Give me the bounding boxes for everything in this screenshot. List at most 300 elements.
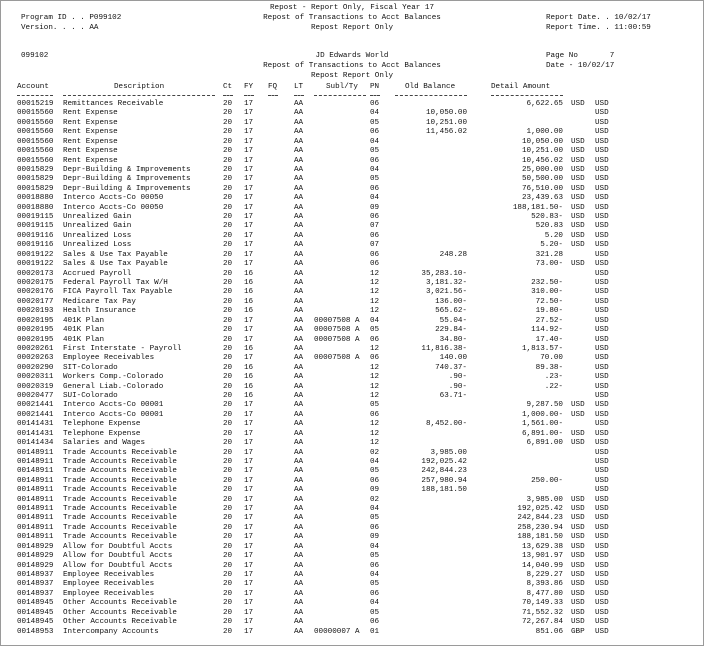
row-description: Depr-Building & Improvements [63,175,191,184]
row-ct: 20 [223,429,233,438]
row-currency: USD [571,608,585,617]
row-currency: USD [571,194,585,203]
table-row [1,336,703,346]
row-base-currency: USD [595,137,609,146]
row-pn: 04 [370,599,380,608]
row-account: 00020177 [17,297,54,306]
row-description: Other Accounts Receivable [63,618,177,627]
row-account: 00148945 [17,608,54,617]
row-pn: 04 [370,505,380,514]
row-account: 00148945 [17,599,54,608]
row-pn: 06 [370,335,380,344]
row-currency: USD [571,147,585,156]
row-description: General Liab.-Colorado [63,382,164,391]
row-description: Unrealized Gain [63,213,132,222]
row-base-currency: USD [595,561,609,570]
row-account: 00148937 [17,589,54,598]
row-ct: 20 [223,523,233,532]
row-pn: 06 [370,231,380,240]
row-fy: 17 [244,147,254,156]
row-description: Unrealized Loss [63,241,132,250]
row-description: Trade Accounts Receivable [63,505,177,514]
row-lt: AA [294,448,304,457]
row-description: Trade Accounts Receivable [63,533,177,542]
row-pn: 12 [370,278,380,287]
row-detail-amount: 5.20 [544,231,563,240]
row-fy: 17 [244,184,254,193]
row-description: Health Insurance [63,307,136,316]
row-account: 00148929 [17,542,54,551]
row-currency: USD [571,429,585,438]
col-account: Account [17,83,49,91]
row-fy: 16 [244,288,254,297]
table-row [1,279,703,289]
row-ct: 20 [223,326,233,335]
table-row [1,496,703,506]
row-ct: 20 [223,231,233,240]
row-ct: 20 [223,392,233,401]
row-description: Trade Accounts Receivable [63,457,177,466]
row-base-currency: USD [595,523,609,532]
table-row [1,260,703,270]
row-ct: 20 [223,571,233,579]
row-lt: AA [294,326,304,335]
row-subledger: 00007508 A [314,326,360,335]
row-detail-amount: 10,050.00 [521,137,563,146]
row-currency: USD [571,241,585,250]
row-ct: 20 [223,618,233,627]
row-account: 00148911 [17,476,54,485]
row-pn: 05 [370,514,380,523]
row-detail-amount: 232.50- [531,278,563,287]
row-old-balance: 3,181.32- [425,278,467,287]
table-row [1,345,703,355]
underline-description [63,95,215,96]
row-ct: 20 [223,580,233,589]
row-detail-amount: 76,510.00 [521,184,563,193]
row-account: 00020319 [17,382,54,391]
row-currency: USD [571,523,585,532]
row-description: Trade Accounts Receivable [63,495,177,504]
row-detail-amount: 6,891.00 [526,439,563,448]
row-ct: 20 [223,100,233,108]
row-account: 00148911 [17,495,54,504]
row-pn: 05 [370,118,380,127]
row-fy: 16 [244,382,254,391]
row-description: Employee Receivables [63,589,155,598]
row-currency: USD [571,203,585,212]
row-fy: 17 [244,128,254,137]
table-row [1,100,703,110]
row-pn: 04 [370,316,380,325]
row-pn: 06 [370,523,380,532]
row-currency: USD [571,260,585,269]
row-lt: AA [294,344,304,353]
row-account: 00020175 [17,278,54,287]
row-account: 00020176 [17,288,54,297]
row-base-currency: USD [595,363,609,372]
row-currency: USD [571,571,585,579]
row-old-balance: .90- [448,382,467,391]
row-lt: AA [294,486,304,495]
row-fy: 16 [244,344,254,353]
row-ct: 20 [223,222,233,231]
row-ct: 20 [223,335,233,344]
row-ct: 20 [223,137,233,146]
row-fy: 17 [244,429,254,438]
row-ct: 20 [223,561,233,570]
row-fy: 17 [244,175,254,184]
row-fy: 17 [244,241,254,250]
row-description: Rent Expense [63,147,118,156]
row-account: 00141431 [17,429,54,438]
table-row [1,288,703,298]
row-detail-amount: 25,000.00 [521,165,563,174]
row-base-currency: USD [595,109,609,118]
table-row [1,524,703,534]
row-description: Rent Expense [63,156,118,165]
row-lt: AA [294,373,304,382]
row-fy: 17 [244,561,254,570]
row-description: Trade Accounts Receivable [63,523,177,532]
row-fy: 17 [244,608,254,617]
row-old-balance: 136.00- [435,297,467,306]
row-account: 00148911 [17,448,54,457]
row-currency: USD [571,580,585,589]
row-fy: 16 [244,307,254,316]
row-pn: 06 [370,618,380,627]
row-account: 00148953 [17,627,54,636]
col-ct: Ct [223,83,233,91]
row-account: 00020311 [17,373,54,382]
row-account: 00019122 [17,260,54,269]
row-description: First Interstate - Payroll [63,344,182,353]
row-old-balance: 11,456.02 [425,128,467,137]
row-currency: USD [571,184,585,193]
row-old-balance: 35,283.10- [421,269,467,278]
row-ct: 20 [223,363,233,372]
col-pn: PN [370,83,380,91]
row-ct: 20 [223,457,233,466]
row-currency: USD [571,533,585,542]
row-base-currency: USD [595,618,609,627]
row-ct: 20 [223,184,233,193]
row-ct: 20 [223,439,233,448]
row-ct: 20 [223,175,233,184]
row-detail-amount: 70.00 [540,354,563,363]
row-description: Depr-Building & Improvements [63,184,191,193]
row-fy: 17 [244,420,254,429]
row-detail-amount: 13,901.97 [521,552,563,561]
row-description: Trade Accounts Receivable [63,448,177,457]
row-old-balance: 257,980.94 [421,476,467,485]
row-lt: AA [294,194,304,203]
row-account: 00020261 [17,344,54,353]
row-old-balance: 188,181.50 [421,486,467,495]
table-row [1,533,703,543]
row-detail-amount: 10,456.02 [521,156,563,165]
row-account: 00019116 [17,231,54,240]
table-row [1,364,703,374]
row-ct: 20 [223,147,233,156]
row-pn: 06 [370,156,380,165]
row-currency: USD [571,542,585,551]
row-pn: 05 [370,608,380,617]
row-fy: 17 [244,194,254,203]
row-fy: 17 [244,156,254,165]
row-ct: 20 [223,118,233,127]
row-detail-amount: 1,000.00- [521,410,563,419]
row-description: Employee Receivables [63,580,155,589]
row-ct: 20 [223,109,233,118]
row-description: SUI-Colorado [63,392,118,401]
row-pn: 05 [370,580,380,589]
version: Version. . . . AA [21,24,99,32]
row-detail-amount: 10,251.00 [521,147,563,156]
row-description: FICA Payroll Tax Payable [63,288,173,297]
row-currency: USD [571,495,585,504]
row-account: 00020195 [17,316,54,325]
table-row [1,307,703,317]
row-fy: 17 [244,618,254,627]
col-lt: LT [294,83,304,91]
row-lt: AA [294,457,304,466]
row-lt: AA [294,627,304,636]
row-detail-amount: 27.52- [535,316,563,325]
row-fy: 17 [244,118,254,127]
row-old-balance: 3,021.56- [425,288,467,297]
row-base-currency: USD [595,165,609,174]
row-pn: 12 [370,382,380,391]
row-pn: 06 [370,213,380,222]
row-base-currency: USD [595,344,609,353]
row-detail-amount: 23,439.63 [521,194,563,203]
row-pn: 05 [370,147,380,156]
row-base-currency: USD [595,420,609,429]
row-lt: AA [294,231,304,240]
row-base-currency: USD [595,316,609,325]
row-currency: USD [571,156,585,165]
table-row [1,430,703,440]
row-detail-amount: 321.28 [535,250,563,259]
row-ct: 20 [223,156,233,165]
report-subtitle: Repost of Transactions to Acct Balances [263,14,441,22]
row-base-currency: USD [595,571,609,579]
report-date: Report Date. . 10/02/17 [546,14,651,22]
row-lt: AA [294,354,304,363]
row-lt: AA [294,571,304,579]
table-row [1,185,703,195]
table-row [1,354,703,364]
row-base-currency: USD [595,410,609,419]
row-pn: 12 [370,269,380,278]
row-fy: 17 [244,533,254,542]
row-account: 00020195 [17,326,54,335]
row-pn: 01 [370,627,380,636]
row-ct: 20 [223,476,233,485]
row-old-balance: 229.84- [435,326,467,335]
row-pn: 06 [370,561,380,570]
row-base-currency: USD [595,486,609,495]
row-account: 00015560 [17,109,54,118]
row-lt: AA [294,542,304,551]
row-currency: USD [571,222,585,231]
row-fy: 17 [244,467,254,476]
row-base-currency: USD [595,213,609,222]
row-fy: 17 [244,165,254,174]
row-base-currency: USD [595,495,609,504]
row-detail-amount: 50,500.00 [521,175,563,184]
row-detail-amount: 1,000.00 [526,128,563,137]
row-old-balance: 10,251.00 [425,118,467,127]
row-fy: 17 [244,100,254,108]
row-pn: 12 [370,373,380,382]
table-row [1,232,703,242]
row-old-balance: 740.37- [435,363,467,372]
table-row [1,562,703,572]
row-detail-amount: 70,149.33 [521,599,563,608]
table-row [1,270,703,280]
row-fy: 17 [244,495,254,504]
row-currency: USD [571,165,585,174]
row-detail-amount: 71,552.32 [521,608,563,617]
row-detail-amount: 13,629.38 [521,542,563,551]
row-lt: AA [294,100,304,108]
row-fy: 17 [244,476,254,485]
row-lt: AA [294,288,304,297]
row-pn: 12 [370,363,380,372]
row-currency: USD [571,137,585,146]
page-number: Page No 7 [546,52,615,60]
row-description: Depr-Building & Improvements [63,165,191,174]
row-base-currency: USD [595,448,609,457]
row-pn: 12 [370,297,380,306]
row-account: 00141431 [17,420,54,429]
row-currency: USD [571,231,585,240]
row-lt: AA [294,269,304,278]
col-fq: FQ [268,83,278,91]
underline-fy [244,95,254,96]
row-description: Accrued Payroll [63,269,132,278]
row-pn: 06 [370,250,380,259]
row-lt: AA [294,401,304,410]
row-detail-amount: 114.92- [531,326,563,335]
row-account: 00015560 [17,147,54,156]
row-ct: 20 [223,608,233,617]
row-ct: 20 [223,373,233,382]
row-ct: 20 [223,589,233,598]
row-account: 00018880 [17,194,54,203]
underline-fq [268,95,278,96]
row-account: 00148911 [17,533,54,542]
row-pn: 06 [370,260,380,269]
row-description: Trade Accounts Receivable [63,486,177,495]
row-account: 00015560 [17,137,54,146]
row-currency: USD [571,618,585,627]
row-base-currency: USD [595,354,609,363]
table-row [1,467,703,477]
row-account: 00141434 [17,439,54,448]
row-ct: 20 [223,316,233,325]
row-lt: AA [294,618,304,627]
row-pn: 06 [370,100,380,108]
row-lt: AA [294,429,304,438]
table-row [1,411,703,421]
row-base-currency: USD [595,505,609,514]
row-pn: 12 [370,392,380,401]
underline-pn [370,95,380,96]
row-lt: AA [294,137,304,146]
underline-subl [314,95,366,96]
row-description: Intercompany Accounts [63,627,159,636]
row-old-balance: 192,025.42 [421,457,467,466]
program-id: Program ID . . P099102 [21,14,122,22]
row-lt: AA [294,156,304,165]
row-fy: 16 [244,363,254,372]
row-base-currency: USD [595,307,609,316]
row-base-currency: USD [595,439,609,448]
row-account: 00019115 [17,213,54,222]
row-detail-amount: 6,891.00- [521,429,563,438]
row-account: 00019116 [17,241,54,250]
table-row [1,213,703,223]
row-lt: AA [294,382,304,391]
row-account: 00020290 [17,363,54,372]
table-row [1,477,703,487]
row-fy: 17 [244,410,254,419]
row-base-currency: USD [595,373,609,382]
table-row [1,241,703,251]
row-fy: 17 [244,326,254,335]
row-detail-amount: 17.40- [535,335,563,344]
row-base-currency: USD [595,260,609,269]
row-base-currency: USD [595,269,609,278]
row-ct: 20 [223,448,233,457]
row-description: Rent Expense [63,118,118,127]
row-lt: AA [294,476,304,485]
row-currency: USD [571,599,585,608]
table-row [1,147,703,157]
row-subledger: 00007508 A [314,354,360,363]
row-fy: 17 [244,505,254,514]
row-fy: 17 [244,250,254,259]
row-ct: 20 [223,278,233,287]
row-fy: 17 [244,335,254,344]
row-currency: USD [571,410,585,419]
table-row [1,599,703,609]
table-row [1,458,703,468]
row-fy: 17 [244,401,254,410]
col-old-balance: Old Balance [405,83,456,91]
row-base-currency: USD [595,580,609,589]
row-currency: USD [571,175,585,184]
row-fy: 17 [244,523,254,532]
row-detail-amount: 520.83- [531,213,563,222]
row-lt: AA [294,580,304,589]
row-fy: 17 [244,580,254,589]
row-description: Trade Accounts Receivable [63,476,177,485]
row-ct: 20 [223,505,233,514]
row-account: 00148911 [17,523,54,532]
row-old-balance: 11,816.38- [421,344,467,353]
row-description: Rent Expense [63,128,118,137]
row-base-currency: USD [595,457,609,466]
row-fy: 17 [244,599,254,608]
row-pn: 05 [370,326,380,335]
row-description: Interco Accts-Co 00001 [63,401,164,410]
row-lt: AA [294,109,304,118]
row-account: 00148911 [17,486,54,495]
